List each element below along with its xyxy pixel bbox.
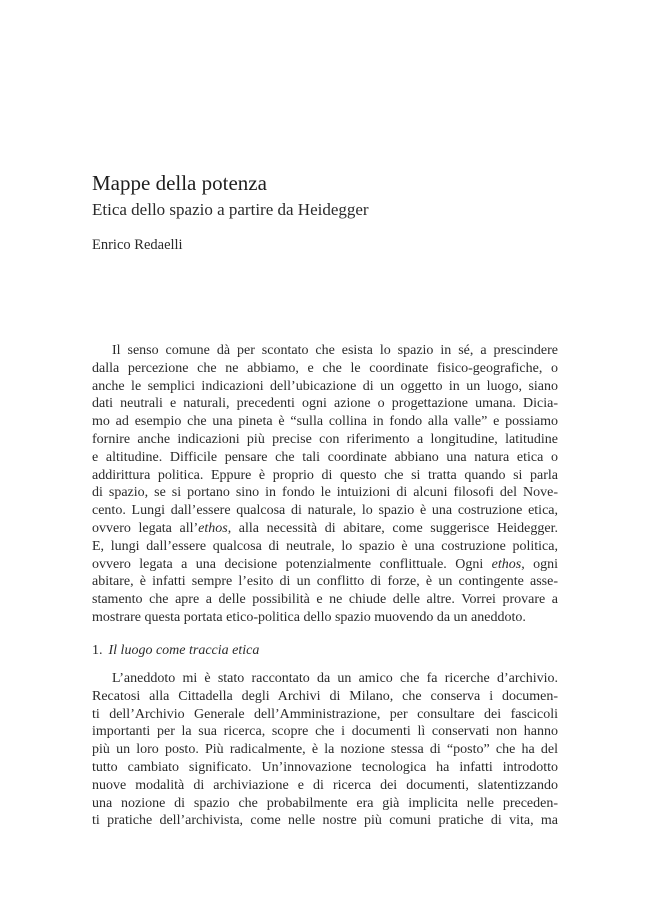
section-number: 1. bbox=[92, 643, 103, 658]
text-line: mo ad esempio che una pineta è “sulla collina in fondo alla valle” e possiamo bbox=[92, 414, 558, 430]
text-line: di spazio, se si portano sino in fondo le intuizioni di alcuni filosofi del Nove- bbox=[92, 485, 558, 501]
text-line: fornire anche indicazioni più precise con riferimento a longitudine, latitudine bbox=[92, 431, 558, 447]
text-line: nuove modalità di archiviazione e di ricerca dei documenti, slatentizzando bbox=[92, 777, 558, 793]
text-line: ti pratiche dell’archivista, come nelle nostre più comuni pratiche di vita, ma bbox=[92, 813, 558, 829]
text-line: anche le semplici indicazioni dell’ubicazione di un oggetto in un luogo, siano bbox=[92, 378, 558, 394]
text-line: dati neutrali e naturali, precedenti ogni azione o progettazione umana. Dicia- bbox=[92, 396, 558, 412]
text-line: Recatosi alla Cittadella degli Archivi di Milano, che conserva i documen- bbox=[92, 688, 558, 704]
text-line: abitare, è infatti sempre l’esito di un conflitto di forze, è un contingente asse- bbox=[92, 574, 558, 590]
italic-term: ethos bbox=[491, 556, 522, 572]
text-line: e altitudine. Difficile pensare che tali coordinate abbiano una natura etica o bbox=[92, 449, 558, 465]
text-line: L’aneddoto mi è stato raccontato da un amico che fa ricerche d’archivio. bbox=[112, 671, 558, 686]
text-line: ovvero legata a una decisione potenzialmente conflittuale. Ogni ethos, ogni bbox=[92, 556, 558, 572]
text-line: E, lungi dall’essere qualcosa di neutrale, lo spazio è una costruzione politica, bbox=[92, 538, 558, 554]
text-line: più un loro posto. Più radicalmente, è la nozione stessa di “posto” che ha del bbox=[92, 742, 558, 758]
text-line: importanti per la sua ricerca, scopre che i documenti lì conservati non hanno bbox=[92, 724, 558, 740]
text-line: ti dell’Archivio Generale dell’Amministrazione, per consultare dei fascicoli bbox=[92, 706, 558, 722]
italic-term: ethos bbox=[198, 520, 228, 536]
intro-paragraph bbox=[92, 342, 558, 627]
text-line: addirittura politica. Eppure è proprio di questo che si tratta quando si parla bbox=[92, 467, 558, 483]
body-paragraph bbox=[92, 670, 558, 830]
text-line: dalla percezione che ne abbiamo, e che le coordinate fisico-geografiche, o bbox=[92, 360, 558, 376]
article-author: Enrico Redaelli bbox=[92, 237, 183, 253]
article-subtitle: Etica dello spazio a partire da Heidegger bbox=[92, 200, 369, 219]
section-title: Il luogo come traccia etica bbox=[108, 643, 260, 658]
text-line: tutto cambiato significato. Un’innovazione tecnologica ha infatti introdotto bbox=[92, 759, 558, 775]
text-line: una nozione di spazio che probabilmente era già implicita nelle preceden- bbox=[92, 795, 558, 811]
text-line: mostrare questa portata etico-politica dello spazio muovendo da un aneddoto. bbox=[92, 609, 526, 625]
text-line: ovvero legata all’ethos, alla necessità di abitare, come suggerisce Heidegger. bbox=[92, 520, 558, 536]
text-line: Il senso comune dà per scontato che esista lo spazio in sé, a prescindere bbox=[112, 343, 558, 358]
section-heading bbox=[92, 642, 259, 660]
text-line: stamento che apre a delle possibilità e ne chiude delle altre. Vorrei provare a bbox=[92, 592, 558, 608]
text-line: cento. Lungi dall’essere qualcosa di naturale, lo spazio è una costruzione etica, bbox=[92, 503, 558, 519]
article-title: Mappe della potenza bbox=[92, 171, 267, 195]
